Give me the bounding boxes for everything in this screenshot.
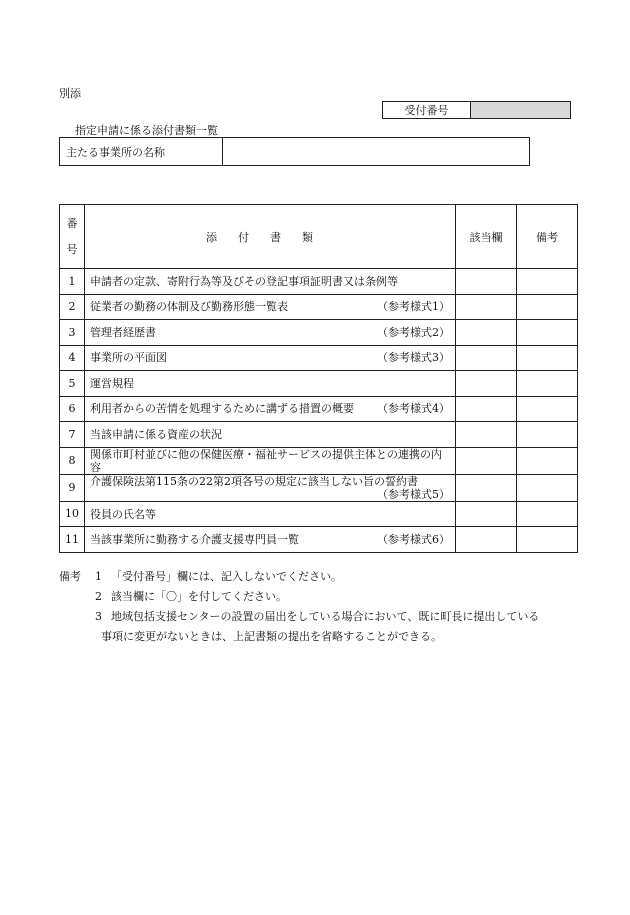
row-document: 当該事業所に勤務する介護支援専門員一覧 [90, 532, 299, 546]
notes-label: 備考 [59, 570, 81, 583]
row-document: 当該申請に係る資産の状況 [85, 422, 456, 448]
note-item [59, 567, 579, 587]
row-document: 運営規程 [85, 371, 456, 397]
row-remarks-cell[interactable] [517, 345, 578, 371]
row-remarks-cell[interactable] [517, 396, 578, 422]
row-applicable-cell[interactable] [456, 527, 517, 553]
row-applicable-cell[interactable] [456, 422, 517, 448]
row-reference-form: （参考様式6） [377, 532, 450, 546]
office-name-label: 主たる事業所の名称 [60, 138, 223, 166]
list-title: 指定申請に係る添付書類一覧 [75, 124, 218, 137]
table-row [60, 396, 578, 422]
col-number-bottom: 号 [66, 242, 78, 256]
row-document: 管理者経歴書 [90, 325, 156, 339]
receipt-number-label: 受付番号 [383, 102, 471, 119]
row-applicable-cell[interactable] [456, 501, 517, 527]
table-row [60, 501, 578, 527]
row-remarks-cell[interactable] [517, 527, 578, 553]
note-continuation: 事項に変更がないときは、上記書類の提出を省略することができる。 [101, 630, 442, 643]
table-row [60, 269, 578, 295]
row-number: 5 [60, 371, 85, 397]
row-document-cell [85, 345, 456, 371]
col-remarks-header: 備考 [517, 205, 578, 269]
row-reference-form: （参考様式5） [377, 487, 450, 501]
attachment-documents-table [59, 204, 578, 553]
row-reference-form: （参考様式1） [377, 300, 450, 314]
table-row [60, 345, 578, 371]
table-row [60, 474, 578, 501]
row-applicable-cell[interactable] [456, 345, 517, 371]
attachment-label: 別添 [59, 87, 81, 100]
table-row [60, 527, 578, 553]
row-document-cell [85, 474, 456, 501]
row-remarks-cell[interactable] [517, 371, 578, 397]
row-number: 6 [60, 396, 85, 422]
note-text: 該当欄に「〇」を付してください。 [111, 590, 287, 603]
col-applicable-header: 該当欄 [456, 205, 517, 269]
row-applicable-cell[interactable] [456, 371, 517, 397]
col-number-header [60, 205, 85, 269]
row-remarks-cell[interactable] [517, 269, 578, 295]
row-number: 9 [60, 474, 85, 501]
row-number: 8 [60, 447, 85, 474]
table-row [60, 371, 578, 397]
row-remarks-cell[interactable] [517, 501, 578, 527]
row-document: 役員の氏名等 [85, 501, 456, 527]
row-document: 申請者の定款、寄附行為等及びその登記事項証明書又は条例等 [85, 269, 456, 295]
note-item [59, 607, 579, 627]
receipt-number-box [382, 101, 571, 119]
row-number: 7 [60, 422, 85, 448]
note-number: 2 [95, 590, 102, 603]
row-remarks-cell[interactable] [517, 474, 578, 501]
row-document: 関係市町村並びに他の保健医療・福祉サービスの提供主体との連携の内容 [85, 447, 456, 474]
row-number: 1 [60, 269, 85, 295]
note-item [59, 587, 579, 607]
row-number: 4 [60, 345, 85, 371]
row-remarks-cell[interactable] [517, 320, 578, 346]
row-applicable-cell[interactable] [456, 294, 517, 320]
col-number-top: 番 [66, 216, 78, 230]
row-applicable-cell[interactable] [456, 320, 517, 346]
row-reference-form: （参考様式4） [377, 402, 450, 416]
table-row [60, 320, 578, 346]
row-reference-form: （参考様式2） [377, 325, 450, 339]
row-applicable-cell[interactable] [456, 396, 517, 422]
row-remarks-cell[interactable] [517, 294, 578, 320]
col-document-header: 添付書類 [85, 205, 456, 269]
row-number: 10 [60, 501, 85, 527]
table-row [60, 447, 578, 474]
notes-section [59, 567, 579, 647]
row-document: 介護保険法第115条の22第2項各号の規定に該当しない旨の誓約書 [90, 474, 418, 488]
row-document-cell [85, 294, 456, 320]
row-document: 従業者の勤務の体制及び勤務形態一覧表 [90, 300, 288, 314]
office-name-field[interactable] [223, 138, 530, 166]
row-number: 2 [60, 294, 85, 320]
row-applicable-cell[interactable] [456, 474, 517, 501]
row-applicable-cell[interactable] [456, 269, 517, 295]
row-remarks-cell[interactable] [517, 422, 578, 448]
row-document: 事業所の平面図 [90, 351, 167, 365]
note-number: 1 [95, 570, 102, 583]
table-header-row [60, 205, 578, 269]
row-number: 11 [60, 527, 85, 553]
row-remarks-cell[interactable] [517, 447, 578, 474]
office-name-box [59, 137, 530, 166]
row-document-cell [85, 320, 456, 346]
table-row [60, 294, 578, 320]
note-number: 3 [95, 610, 102, 623]
note-text: 「受付番号」欄には、記入しないでください。 [111, 570, 342, 583]
note-text: 地域包括支援センターの設置の届出をしている場合において、既に町長に提出している [111, 610, 540, 623]
row-number: 3 [60, 320, 85, 346]
row-document-cell [85, 396, 456, 422]
row-reference-form: （参考様式3） [377, 351, 450, 365]
receipt-number-field[interactable] [471, 102, 571, 119]
row-document: 利用者からの苦情を処理するために講ずる措置の概要 [90, 402, 354, 416]
row-applicable-cell[interactable] [456, 447, 517, 474]
row-document-cell [85, 527, 456, 553]
table-row [60, 422, 578, 448]
